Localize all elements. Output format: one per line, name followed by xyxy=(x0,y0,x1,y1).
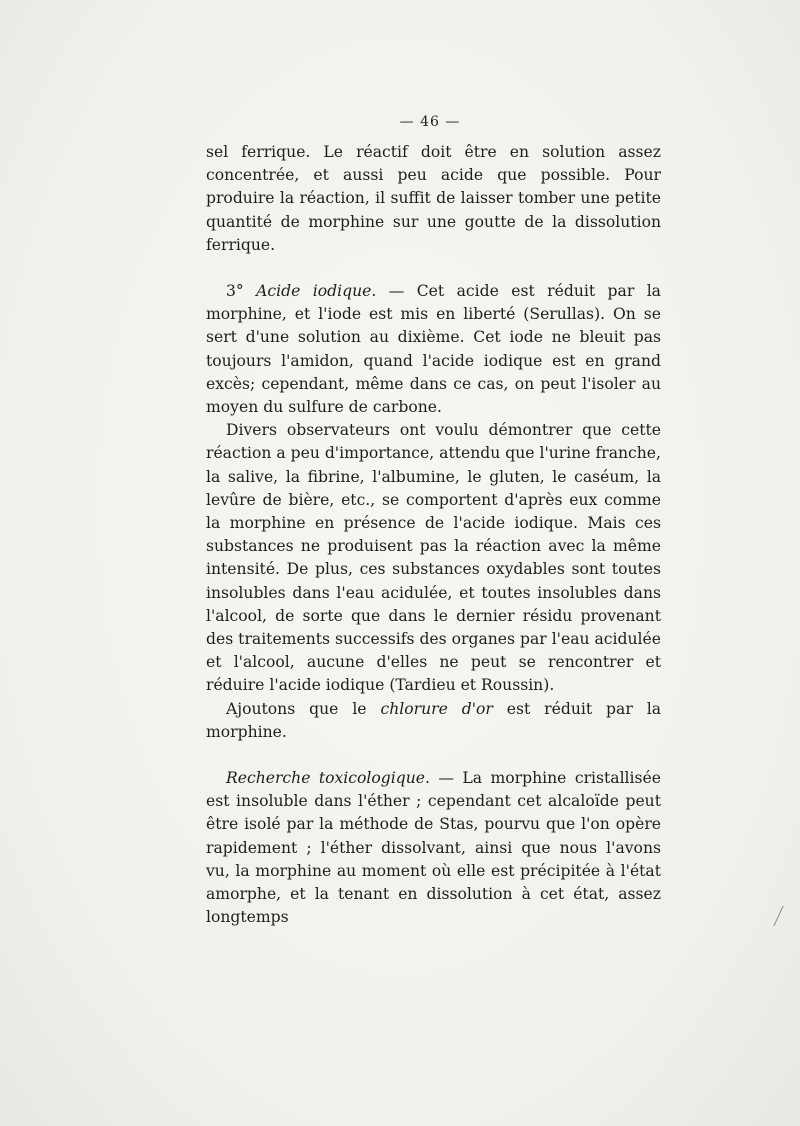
page-number: — 46 — xyxy=(399,114,461,130)
body-text xyxy=(206,141,661,930)
term-gold-chloride: chlorure d'or xyxy=(380,699,493,718)
paragraph-text: . — La morphine cristallisée est insoluble dans l'éther ; cependant cet alcaloïde peut être isolé par la méthode de Stas, pourvu que l'on opère rapidement ; l'éther dissolvant, ainsi que nous l'avons vu, la morphine au moment où elle est précipitée à l'état amorphe, et la tenant en dissolution à cet état, assez longtemps xyxy=(206,769,661,927)
paragraph-observers xyxy=(206,419,661,697)
paragraph-gold-chloride xyxy=(206,698,661,744)
paragraph-text: . — Cet acide est réduit par la morphine, et l'iode est mis en liberté (Serullas). On se sert d'une solution au dixième. Cet iode ne bleuit pas toujours l'amidon, quand l'acide iodique est en grand excès; cependant, même dans ce cas, on peut l'isoler au moyen du sulfure de carbone. xyxy=(206,282,661,417)
paragraph-iodic-acid xyxy=(206,280,661,419)
section-number: 3° xyxy=(226,282,257,301)
section-heading-iodic-acid: Acide iodique xyxy=(256,282,372,301)
paragraph-text: Ajoutons que le xyxy=(226,699,381,718)
paragraph-text: est réduit par la morphine. xyxy=(206,699,661,741)
paragraph-text: sel ferrique. Le réactif doit être en solution assez concentrée, et aussi peu acide que possible. Pour produire la réaction, il suffit de laisser tomber une petite quantité de morphine sur une goutte de la dissolution ferrique. xyxy=(206,143,661,254)
paragraph-ferric-reagent xyxy=(206,141,661,257)
paragraph-toxicological-research xyxy=(206,767,661,929)
page-blemish xyxy=(773,906,783,926)
section-heading-toxicological-research: Recherche toxicologique xyxy=(226,769,426,788)
paragraph-text: Divers observateurs ont voulu démontrer que cette réaction a peu d'importance, attendu que l'urine franche, la salive, la fibrine, l'albumine, le gluten, le caséum, la levûre de bière, etc., se comportent d'après eux comme la morphine en présence de l'acide iodique. Mais ces substances ne produisent pas la réaction avec la même intensité. De plus, ces substances oxydables sont toutes insolubles dans l'eau acidulée, et toutes insolubles dans l'alcool, de sorte que dans le dernier résidu provenant des traitements successifs des organes par l'eau acidulée et l'alcool, aucune d'elles ne peut se rencontrer et réduire l'acide iodique (Tardieu et Roussin). xyxy=(206,421,661,695)
